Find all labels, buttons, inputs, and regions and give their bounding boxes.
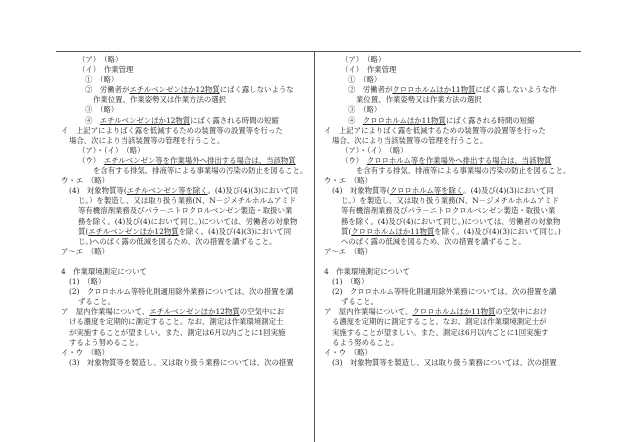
text-line: へのばく露の低減を図るため、次の措置を講ずること。 bbox=[341, 236, 526, 246]
text-line: ずること。 bbox=[341, 297, 378, 307]
text-line: る濃度を定期的に測定すること。なお、測定は作業環境測定士が bbox=[332, 317, 547, 327]
text-line: ① （略） bbox=[85, 75, 119, 85]
underlined-term: エチルベンゼンほか12物質 bbox=[99, 115, 191, 125]
left-column-body bbox=[56, 52, 314, 368]
text-line: ③ （略） bbox=[85, 105, 119, 115]
text-line: イ・ウ （略） bbox=[61, 347, 110, 357]
left-column-revised bbox=[56, 51, 314, 442]
line-text: 質( bbox=[78, 226, 89, 236]
line-text: ② 労働者が bbox=[348, 85, 393, 95]
text-line bbox=[324, 307, 581, 317]
line-text: の空気中にお bbox=[239, 307, 285, 317]
text-line: (3) 対象物質等を製造し、又は取り扱う業務については、次の措置 bbox=[69, 357, 294, 367]
text-line: するよう努めること。 bbox=[69, 337, 143, 347]
text-line: 実施することが望ましい。また、測定は6月以内ごとに1回実施す bbox=[332, 327, 549, 337]
text-line: 務を除く。(4)及び(4)において同じ。)については、労働者の対象物 bbox=[78, 216, 298, 226]
line-text: にばく露される時間の短縮 bbox=[190, 115, 279, 125]
text-line: 場合、次により当該装置等の管理を行うこと。 bbox=[332, 135, 488, 145]
line-text: (4) 対象物質等( bbox=[69, 186, 127, 196]
text-line: (3) 対象物質等を製造し、又は取り扱う業務については、次の措置 bbox=[332, 357, 557, 367]
line-text: にばく露しないような bbox=[219, 85, 294, 95]
line-text: ア 屋内作業場について、 bbox=[324, 307, 413, 317]
text-line: （イ） 作業管理 bbox=[78, 65, 134, 75]
text-line: ずること。 bbox=[78, 297, 115, 307]
text-line: イ 上記アによりばく露を低減するための装置等の設置等を行った bbox=[61, 125, 283, 135]
underlined-term: クロロホルム等を除く bbox=[389, 186, 464, 196]
right-column-body bbox=[315, 52, 581, 368]
underlined-term: クロロホルムほか11物質 bbox=[362, 115, 446, 125]
text-line: （ア） （略） bbox=[341, 55, 386, 64]
text-line: ウ・エ （略） bbox=[324, 176, 373, 186]
line-text: ④ bbox=[348, 115, 363, 125]
text-line: 業位置、作業姿勢又は作業方法の選択 bbox=[356, 95, 482, 105]
text-line: が実施することが望ましい。また、測定は6月以内ごとに1回実施 bbox=[69, 327, 286, 337]
text-line: ウ・エ （略） bbox=[61, 176, 110, 186]
line-text: (4) 対象物質等( bbox=[332, 186, 390, 196]
text-line: じ。）を製造し、又は取り扱う業務(N、N－ジメチルホルムアミド bbox=[78, 196, 297, 206]
text-line: 4 作業環境測定について bbox=[61, 266, 147, 276]
text-line: （イ） 作業管理 bbox=[341, 65, 397, 75]
line-text: にばく露される時間の短縮 bbox=[445, 115, 535, 125]
text-line bbox=[61, 85, 314, 95]
underlined-term: エチルベンゼン等を除く bbox=[126, 186, 208, 196]
underlined-term: エチルベンゼンほか12物質 bbox=[88, 226, 179, 236]
text-line: じ。)へのばく露の低減を図るため、次の措置を講ずること。 bbox=[78, 236, 277, 246]
text-line bbox=[324, 186, 581, 196]
line-text: 質( bbox=[341, 226, 352, 236]
line-text: ② 労働者が bbox=[85, 85, 130, 95]
text-line bbox=[324, 85, 581, 95]
text-line: じ。）を製造し、又は取り扱う業務(N、N－ジメチルホルムアミド bbox=[341, 196, 560, 206]
line-text: を除く。(4)及び(4)(3)において同 bbox=[178, 226, 292, 236]
text-line bbox=[324, 116, 581, 126]
right-column-current bbox=[314, 51, 581, 442]
line-text: ア 屋内作業場について、 bbox=[61, 307, 150, 317]
underlined-term: エチルベンゼンほか12物質 bbox=[149, 307, 240, 317]
line-text: （ウ） bbox=[341, 155, 367, 165]
text-line: イ・ウ （略） bbox=[324, 347, 373, 357]
text-line: (1) （略） bbox=[332, 277, 369, 287]
line-text: ④ bbox=[85, 115, 100, 125]
text-line: 作業位置、作業姿勢又は作業方法の選択 bbox=[93, 95, 227, 105]
text-line: 務を除く。(4)及び(4)において同じ。)については、労働者の対象物 bbox=[341, 216, 561, 226]
line-text: にばく露しないような作 bbox=[475, 85, 557, 95]
line-text: 。(4)及び(4)(3)において同 bbox=[463, 186, 554, 196]
text-line: ア～エ （略） bbox=[61, 246, 110, 256]
text-line: （ア） （略） bbox=[78, 55, 123, 64]
text-line bbox=[324, 227, 581, 237]
text-line: ける濃度を定期的に測定すること。なお、測定は作業環境測定士 bbox=[69, 317, 284, 327]
text-line: イ 上記アによりばく露を低減するための装置等の設置等を行った bbox=[324, 125, 546, 135]
line-text: を除く。(4)及び(4)(3)において同じ。) bbox=[434, 226, 561, 236]
line-text: の空気中におけ bbox=[495, 307, 548, 317]
text-line: ア～エ （略） bbox=[324, 246, 373, 256]
text-line: ① （略） bbox=[348, 75, 382, 85]
blank-line bbox=[324, 257, 581, 267]
text-line: (2) クロロホルム等特化則適用除外業務については、次の措置を講 bbox=[332, 287, 557, 297]
text-line: 等有機溶剤業務及びパラ－ニトロクロルベンゼン製造・取扱い業 bbox=[78, 206, 293, 216]
text-line: 場合、次により当該装置等の管理を行うこと。 bbox=[69, 135, 225, 145]
underlined-term: エチルベンゼンほか12物質 bbox=[129, 85, 220, 95]
underlined-term: クロロホルムほか11物質 bbox=[351, 226, 435, 236]
underlined-term: クロロホルムほか11物質 bbox=[412, 307, 496, 317]
text-line bbox=[61, 307, 314, 317]
text-line bbox=[61, 156, 314, 166]
text-line bbox=[61, 186, 314, 196]
text-line bbox=[61, 227, 314, 237]
text-line bbox=[324, 156, 581, 166]
blank-line bbox=[61, 257, 314, 267]
text-line: 4 作業環境測定について bbox=[324, 266, 410, 276]
text-line: (2) クロロホルム等特化則適用除外業務については、次の措置を講 bbox=[69, 287, 294, 297]
text-line: ③ （略） bbox=[348, 105, 382, 115]
underlined-term: クロロホルム等を作業場外へ排出する場合は、当該物質 bbox=[366, 155, 552, 165]
text-line bbox=[61, 116, 314, 126]
line-text: （ウ） bbox=[78, 155, 104, 165]
text-line: を含有する排気、排液等による事業場の汚染の防止を図ること。 bbox=[93, 166, 308, 176]
line-text: 。(4)及び(4)(3)において同 bbox=[207, 186, 299, 196]
text-line: 等有機溶剤業務及びパラ－ニトロクロルベンゼン製造・取扱い業 bbox=[341, 206, 556, 216]
text-line: を含有する排気、排液等による事業場の汚染の防止を図ること。 bbox=[356, 166, 571, 176]
underlined-term: エチルベンゼン等を作業場外へ排出する場合は、当該物質 bbox=[103, 155, 296, 165]
underlined-term: クロロホルムほか11物質 bbox=[392, 85, 476, 95]
text-line: （ア）・（イ） （略） bbox=[78, 145, 145, 155]
text-line: (1) （略） bbox=[69, 277, 106, 287]
text-line: （ア）・（イ） （略） bbox=[341, 145, 408, 155]
text-line: るよう努めること。 bbox=[332, 337, 399, 347]
